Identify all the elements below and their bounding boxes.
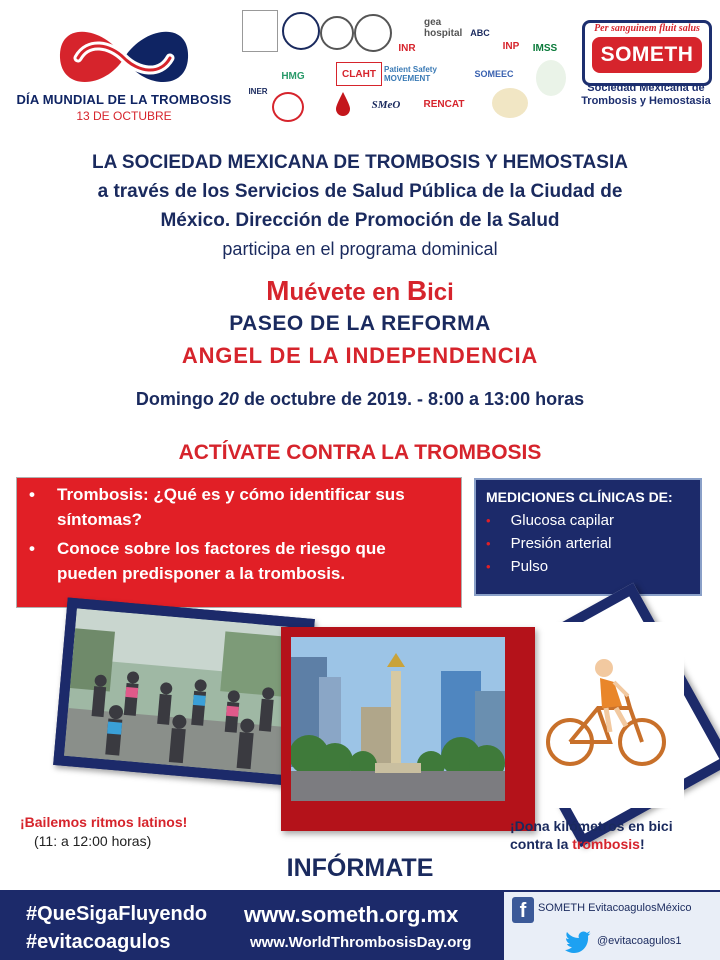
seal-logo [320,16,354,50]
facebook-icon[interactable]: f [512,897,534,923]
someec-logo: SOMEEC [474,69,514,79]
iner-logo: INER [248,87,268,96]
event-name: DÍA MUNDIAL DE LA TROMBOSIS [16,92,232,107]
measurement-item: • Presión arterial [486,535,612,552]
dance-caption: ¡Bailemos ritmos latinos! [20,814,188,830]
seal-logo [242,10,278,52]
hmg-logo: HMG [281,70,305,82]
smeo-logo: SMeO [371,99,401,111]
partner-logos [242,10,572,122]
intro-line-4: participa en el programa dominical [222,239,498,259]
imss-logo: IMSS [532,43,558,54]
world-thrombosis-day-link[interactable]: www.WorldThrombosisDay.org [250,934,472,951]
location-line-2: ANGEL DE LA INDEPENDENCIA [181,343,539,368]
mexico-map-logo [492,88,528,118]
someth-acronym: SOMETH [592,37,702,73]
intro-line-3: México. Dirección de Promoción de la Salud [160,210,560,231]
heart-foundation-logo [536,60,566,96]
program-name: Muévete en Bici [266,275,454,306]
blood-drop-icon [334,90,352,118]
measurement-item: • Pulso [486,558,549,575]
bike-caption-line-2: contra la trombosis! [510,836,645,852]
heart-logo [272,92,304,122]
rencat-logo: RENCAT [423,98,465,110]
facebook-handle[interactable]: SOMETH EvitacoagulosMéxico [538,902,692,914]
someth-full-name: Sociedad Mexicana de Trombosis y Hemostasia [581,82,711,107]
dance-photo [53,598,315,787]
patient-safety-logo: Patient Safety MOVEMENT [384,65,437,83]
hashtag-evitacoagulos[interactable]: #evitacoagulos [26,931,171,953]
informate-heading: INFÓRMATE [286,854,434,882]
claht-logo: CLAHT [336,62,382,86]
someth-website-link[interactable]: www.someth.org.mx [244,902,459,927]
twitter-icon[interactable] [564,930,592,954]
inp-logo: INP [502,41,520,52]
activate-title: ACTÍVATE CONTRA LA TROMBOSIS [178,441,542,464]
inr-logo: INR [398,43,416,54]
bike-caption-line-1: ¡Dona kilómetros en bici [510,818,673,834]
location-line-1: PASEO DE LA REFORMA [229,312,491,335]
measurements-title: MEDICIONES CLÍNICAS DE: [486,489,673,505]
twitter-handle[interactable]: @evitacoagulos1 [597,935,682,947]
angel-independencia-photo [281,627,535,831]
someth-motto: Per sanguinem fluit salus [594,23,700,34]
intro-line-2: a través de los Servicios de Salud Pública de la Ciudad de [97,181,623,202]
gea-logo: gea hospital [424,17,463,39]
event-datetime: Domingo 20 de octubre de 2019. - 8:00 a 13:00 horas [135,389,585,409]
info-points-box [16,477,462,608]
info-point: • Conoce sobre los factores de riesgo que pueden predisponer a la trombosis. [29,539,386,583]
intro-line-1: LA SOCIEDAD MEXICANA DE TROMBOSIS Y HEMOSTASIA [92,152,628,173]
event-date: 13 DE OCTUBRE [76,109,172,123]
seal-logo [282,12,320,50]
info-point: • Trombosis: ¿Qué es y cómo identificar sus síntomas? [29,485,405,529]
abc-logo: ABC [470,28,490,38]
hashtag-quesigafluyendo[interactable]: #QueSigaFluyendo [26,903,208,925]
seal-logo [354,14,392,52]
dance-time: (11: a 12:00 horas) [34,833,152,849]
measurement-item: • Glucosa capilar [486,512,614,529]
